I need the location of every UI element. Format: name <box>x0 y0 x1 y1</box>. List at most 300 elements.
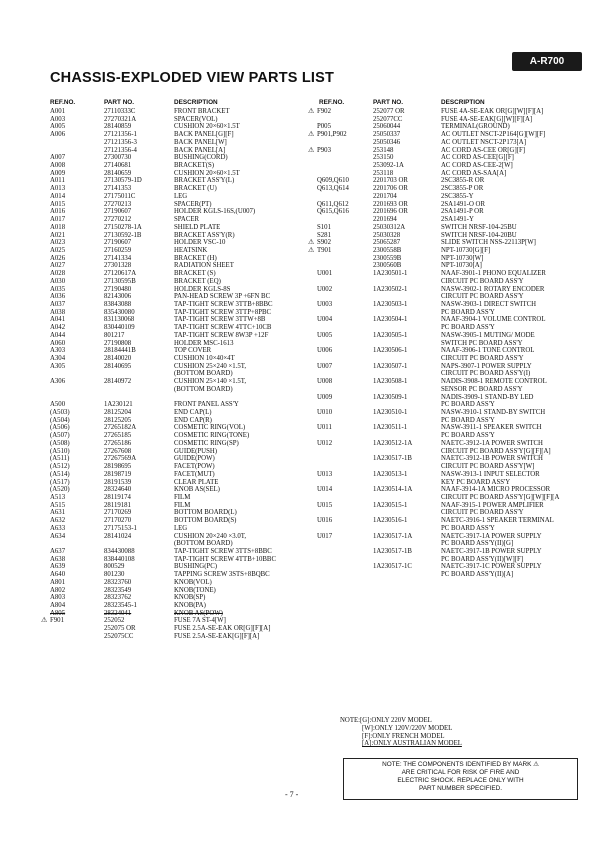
table-row <box>315 332 585 340</box>
table-row <box>315 370 585 378</box>
table-row <box>41 617 318 625</box>
description-cell: NPT-10730[A] <box>441 262 482 270</box>
description-cell: (BOTTOM BOARD) <box>174 385 233 393</box>
ref-no-cell: A305 <box>50 362 66 370</box>
ref-no-cell: F901 <box>50 617 64 625</box>
table-row <box>315 448 585 456</box>
description-cell: NASW-3903-1 DIRECT SWITCH <box>441 300 537 308</box>
table-row <box>315 401 585 409</box>
table-row <box>48 517 318 525</box>
description-cell: PC BOARD ASS'Y <box>441 324 495 332</box>
table-row <box>48 332 318 340</box>
ref-no-cell: A805 <box>50 609 66 617</box>
description-cell: TAP-TIGHT SCREW 3TTS+8BBC <box>174 547 272 555</box>
ref-no-cell: P005 <box>317 123 331 131</box>
description-cell: FRONT PANEL ASS'Y <box>174 401 239 409</box>
part-no-cell: 28140659 <box>104 169 132 177</box>
part-no-cell: 27121356-1 <box>104 131 137 139</box>
part-no-cell: 28125205 <box>104 416 132 424</box>
table-row <box>315 278 585 286</box>
description-cell: TAP-TIGHT SCREW 4TTC+10CB <box>174 324 272 332</box>
description-cell: CIRCUIT PC BOARD ASS'Y[W] <box>441 463 535 471</box>
description-cell: SPACER(PT) <box>174 200 212 208</box>
table-row <box>315 162 585 170</box>
description-cell: FUSE 2.5A-SE-EAK[G][F][A] <box>174 632 260 640</box>
ref-no-cell: U016 <box>317 517 333 525</box>
part-no-cell: 1A230505-1 <box>373 331 408 339</box>
part-no-cell: 252077CC <box>373 115 403 123</box>
note-line: [F]:ONLY FRENCH MODEL <box>362 732 445 740</box>
warning-triangle-icon: ⚠ <box>308 108 315 115</box>
ref-no-cell: (A511) <box>50 455 70 463</box>
description-cell: FUSE 4A-SE-EAK[G][W][F][A] <box>441 115 533 123</box>
part-no-cell: 27190607 <box>104 208 132 216</box>
description-cell: HOLDER KGLS-8S <box>174 285 231 293</box>
ref-no-cell: A009 <box>50 169 66 177</box>
description-cell: BOTTOM BOARD(L) <box>174 509 237 517</box>
description-cell: TERMINAL(GROUND) <box>441 123 510 131</box>
part-no-cell: 800529 <box>104 563 125 571</box>
table-row <box>315 548 585 556</box>
table-row <box>315 232 585 240</box>
table-row <box>48 216 318 224</box>
table-row <box>48 293 318 301</box>
ref-no-cell: U007 <box>317 362 333 370</box>
table-row <box>48 594 318 602</box>
part-no-cell: 28140972 <box>104 378 132 386</box>
ref-no-cell: T901 <box>317 246 332 254</box>
table-row <box>315 347 585 355</box>
table-row <box>315 123 585 131</box>
description-cell: BRACKET (EQ) <box>174 277 221 285</box>
table-row <box>48 370 318 378</box>
part-no-cell: 27130579-1D <box>104 177 142 185</box>
table-row <box>315 216 585 224</box>
table-row <box>48 424 318 432</box>
part-no-cell: 25050337 <box>373 131 401 139</box>
part-no-cell: 1A230506-1 <box>373 347 408 355</box>
table-row <box>48 116 318 124</box>
description-cell: PC BOARD ASS'Y <box>441 401 495 409</box>
description-cell: FUSE 7A ST-4[W] <box>174 617 226 625</box>
part-no-cell: 27175011C <box>104 192 136 200</box>
table-row <box>48 185 318 193</box>
description-cell: FUSE 2.5A-SE-EAK OR[G][F][A] <box>174 625 271 633</box>
part-no-cell: 27190480 <box>104 285 132 293</box>
part-no-cell: 28198695 <box>104 463 132 471</box>
table-row <box>315 494 585 502</box>
table-row <box>315 193 585 201</box>
table-row <box>315 394 585 402</box>
part-no-cell: 28323545-1 <box>104 602 137 609</box>
description-cell: NAETC-3917-1A POWER SUPPLY <box>441 532 542 540</box>
description-cell: SHIELD PLATE <box>174 223 221 231</box>
description-cell: NAETC-3916-1 SPEAKER TERMINAL <box>441 517 554 525</box>
part-no-cell: 28141024 <box>104 532 132 540</box>
warning-triangle-icon: ⚠ <box>308 246 315 254</box>
part-no-cell: 252075 OR <box>104 625 136 633</box>
description-cell: HOLDER KGLS-16S,(U007) <box>174 208 256 216</box>
table-row <box>48 139 318 147</box>
description-cell: CIRCUIT PC BOARD ASS'Y <box>441 509 524 517</box>
table-row <box>315 262 585 270</box>
table-row <box>315 293 585 301</box>
description-cell: TAPPING SCREW 3STS+8BQBC <box>174 571 270 579</box>
ref-no-cell: (A517) <box>50 478 70 486</box>
description-cell: PC BOARD ASS'Y <box>441 524 495 532</box>
ref-no-cell: A036 <box>50 293 66 301</box>
table-row <box>315 355 585 363</box>
table-row <box>315 201 585 209</box>
description-cell: BACK PANEL[W] <box>174 138 227 146</box>
description-cell: SPACER <box>174 216 200 224</box>
part-no-cell: 1A230502-1 <box>373 285 408 293</box>
ref-no-cell: U009 <box>317 393 333 401</box>
table-row <box>48 401 318 409</box>
part-no-cell: 27267608 <box>104 447 132 455</box>
description-cell: TAP-TIGHT SCREW 3TTB+8BBC <box>174 300 273 308</box>
description-cell: NASW-3902-1 ROTARY ENCODER <box>441 285 545 293</box>
table-row <box>315 502 585 510</box>
description-cell: CIRCUIT PC BOARD ASS'Y(I) <box>441 370 531 378</box>
ref-no-cell: (A506) <box>50 424 70 432</box>
table-row <box>48 386 318 394</box>
description-header: DESCRIPTION <box>174 99 218 106</box>
part-no-cell: 28324640 <box>104 486 132 494</box>
ref-no-cell: P903 <box>317 146 331 154</box>
ref-no-cell: A030 <box>50 277 66 285</box>
table-row <box>48 154 318 162</box>
part-no-cell: 27265186 <box>104 439 132 447</box>
description-cell: TAP-TIGHT SCREW 4TTB+10BBC <box>174 555 276 563</box>
description-cell: GUIDE(POW) <box>174 455 215 463</box>
ref-no-cell: U014 <box>317 486 333 494</box>
description-cell: BRACKET (H) <box>174 254 217 262</box>
description-cell: SWITCH PC BOARD ASS'Y <box>441 339 523 347</box>
safety-note-line: NOTE: THE COMPONENTS IDENTIFIED BY MARK ⚠ <box>382 761 539 768</box>
description-cell: KNOB AS(POW) <box>174 609 223 617</box>
part-no-cell: 27130592-1B <box>104 231 142 239</box>
part-no-cell: 28191539 <box>104 478 132 486</box>
part-no-cell: 1A230517-1B <box>373 547 412 555</box>
part-no-cell: 252075CC <box>104 632 134 640</box>
part-no-cell: 2201693 OR <box>373 200 408 208</box>
table-row <box>48 394 318 402</box>
description-cell: CUSHION 25×140 ×1.5T, <box>174 378 247 386</box>
table-row <box>308 246 585 255</box>
table-row <box>315 177 585 185</box>
description-cell: AC CORD AS-CEE-2[W] <box>441 162 513 170</box>
description-cell: NASW-3913-1 INPUT SELECTOR <box>441 470 540 478</box>
part-no-cell: 27190808 <box>104 339 132 347</box>
description-cell: AC OUTLET NSCT-2P173[A] <box>441 138 526 146</box>
table-row <box>48 347 318 355</box>
ref-no-cell: (A503) <box>50 409 70 417</box>
ref-no-cell: A802 <box>50 586 66 594</box>
ref-no-cell: A035 <box>50 285 66 293</box>
ref-no-cell: U003 <box>317 300 333 308</box>
part-no-cell: 1A230508-1 <box>373 378 408 386</box>
description-cell: KEY PC BOARD ASS'Y <box>441 478 511 486</box>
part-no-cell: 25065287 <box>373 239 401 247</box>
description-cell: (BOTTOM BOARD) <box>174 540 233 548</box>
description-cell: NASW-3905-1 MUTING/ MODE <box>441 331 535 339</box>
table-row <box>48 355 318 363</box>
ref-no-cell: U006 <box>317 347 333 355</box>
description-cell: 2SA1491-Y <box>441 216 474 224</box>
part-no-cell: 28125204 <box>104 409 132 417</box>
ref-no-cell: A008 <box>50 162 66 170</box>
note-line: NOTE:[G]:ONLY 220V MODEL <box>340 717 432 724</box>
part-no-cell: 27110333C <box>104 108 136 115</box>
description-cell: 2SA1491-O OR <box>441 200 485 208</box>
part-no-cell: 27300730 <box>104 154 132 162</box>
table-row <box>315 563 585 571</box>
part-no-cell: 1A230514-1A <box>373 486 413 494</box>
description-cell: AC OUTLET NSCT-2P164[G][W][F] <box>441 131 546 139</box>
table-row <box>315 440 585 448</box>
ref-no-cell: A634 <box>50 532 66 540</box>
ref-no-cell: A640 <box>50 571 66 579</box>
description-cell: CIRCUIT PC BOARD ASS'Y <box>441 293 524 301</box>
table-row <box>48 463 318 471</box>
ref-no-cell: A023 <box>50 239 66 247</box>
part-no-cell: 25030328 <box>373 231 401 239</box>
table-row <box>48 525 318 533</box>
ref-no-cell: A028 <box>50 270 66 278</box>
ref-no-cell: A011 <box>50 177 65 185</box>
description-cell: CIRCUIT PC BOARD ASS'Y <box>441 355 524 362</box>
table-row <box>315 533 585 541</box>
table-row <box>315 517 585 525</box>
part-no-cell: 253150 <box>373 154 394 162</box>
description-cell: CUSHION 20×60×1.5T <box>174 123 240 131</box>
part-no-cell: 25030312A <box>373 223 406 231</box>
part-no-cell: 1A230507-1 <box>373 362 408 370</box>
ref-no-cell: U015 <box>317 501 333 509</box>
ref-no-cell: A500 <box>50 401 66 409</box>
part-no-cell: 801230 <box>104 571 125 579</box>
description-cell: PC BOARD ASS'Y <box>441 416 495 424</box>
table-row <box>315 170 585 178</box>
ref-no-cell: (A504) <box>50 416 70 424</box>
ref-no-cell: A016 <box>50 208 66 216</box>
table-row <box>48 494 318 502</box>
table-row <box>315 556 585 564</box>
description-cell: PC BOARD ASS'Y(II)[G] <box>441 540 514 548</box>
ref-no-cell: A639 <box>50 563 66 571</box>
table-row <box>48 548 318 556</box>
table-row <box>48 123 318 131</box>
table-row <box>315 463 585 471</box>
table-row <box>315 432 585 440</box>
left-parts-table <box>41 108 318 641</box>
table-row <box>48 563 318 571</box>
table-row <box>308 239 585 247</box>
description-cell: BACK PANEL[G][F] <box>174 131 234 139</box>
ref-no-cell: A026 <box>50 254 66 262</box>
part-no-cell: 27121356-4 <box>104 146 137 154</box>
description-cell: HEATSINK <box>174 246 208 254</box>
ref-no-cell: A638 <box>50 555 66 563</box>
part-no-cell: 27170270 <box>104 517 132 525</box>
description-cell: NPT-10730[W] <box>441 254 484 262</box>
ref-no-cell: A631 <box>50 509 66 517</box>
warning-triangle-icon: ⚠ <box>41 617 48 625</box>
ref-no-cell: A013 <box>50 185 66 193</box>
description-cell: 2SC3855-Y <box>441 192 474 200</box>
table-row <box>48 455 318 463</box>
part-no-cell: 801217 <box>104 331 125 339</box>
ref-no-cell: A801 <box>50 578 66 586</box>
ref-no-cell: S101 <box>317 223 331 231</box>
part-no-cell: 27267569A <box>104 455 137 463</box>
ref-no-cell: A803 <box>50 594 66 602</box>
description-cell: SENSOR PC BOARD ASS'Y <box>441 385 523 393</box>
part-no-cell: 253092-1A <box>373 162 404 170</box>
description-cell: NADIS-3908-1 REMOTE CONTROL <box>441 378 547 386</box>
part-no-cell: 831130068 <box>104 316 135 324</box>
page-number: - 7 - <box>285 790 299 799</box>
model-notes <box>340 717 462 748</box>
table-row <box>48 509 318 517</box>
ref-no-cell: A304 <box>50 355 66 362</box>
description-cell: HOLDER MSC-1613 <box>174 339 234 347</box>
table-row <box>308 131 585 139</box>
ref-no-cell: U013 <box>317 470 333 478</box>
table-row <box>48 625 318 633</box>
table-row <box>48 579 318 587</box>
part-no-header-right: PART NO. <box>373 99 404 106</box>
part-no-cell: 28323549 <box>104 586 132 594</box>
ref-no-cell: A804 <box>50 602 66 609</box>
description-cell: FRONT BRACKET <box>174 108 230 115</box>
part-no-cell: 1A230517-1C <box>373 563 412 571</box>
description-cell: SWITCH NRSF-104-20BU <box>441 231 517 239</box>
description-cell: KNOB(TONE) <box>174 586 216 594</box>
note-line: [W]:ONLY 120V/220V MODEL <box>362 724 453 732</box>
part-no-cell: 28184441B <box>104 347 136 355</box>
ref-no-cell: A515 <box>50 501 66 509</box>
ref-no-cell: A021 <box>50 231 66 239</box>
table-row <box>48 432 318 440</box>
table-row <box>48 239 318 247</box>
description-cell: KNOB(VOL) <box>174 578 212 586</box>
part-no-cell: 27160259 <box>104 246 132 254</box>
description-cell: BRACKET (S) <box>174 270 216 278</box>
table-row <box>48 262 318 270</box>
part-no-cell: 834430088 <box>104 547 135 555</box>
ref-no-cell: (A510) <box>50 447 70 455</box>
table-row <box>48 540 318 548</box>
table-row <box>315 378 585 386</box>
description-cell: BOTTOM BOARD(S) <box>174 517 237 525</box>
part-no-cell: 28324041 <box>104 609 132 617</box>
table-row <box>315 286 585 294</box>
description-cell: END CAP(R) <box>174 416 212 424</box>
table-row <box>308 146 585 155</box>
ref-no-cell: A027 <box>50 262 66 270</box>
safety-note-line: ELECTRIC SHOCK. REPLACE ONLY WITH <box>397 777 524 784</box>
description-cell: CIRCUIT PC BOARD ASS'Y[G][F][A] <box>441 447 551 455</box>
table-row <box>48 255 318 263</box>
table-row <box>315 340 585 348</box>
part-no-header: PART NO. <box>104 99 135 106</box>
table-row <box>48 177 318 185</box>
part-no-cell: 2201704 <box>373 192 397 200</box>
description-cell: FACET(POW) <box>174 463 215 471</box>
ref-no-cell: A001 <box>50 108 66 115</box>
description-cell: END CAP(L) <box>174 409 212 417</box>
note-line: [A]:ONLY AUSTRALIAN MODEL <box>362 740 462 748</box>
table-row <box>315 301 585 309</box>
table-row <box>48 502 318 510</box>
part-no-cell: 27120617A <box>104 270 137 278</box>
description-cell: BRACKET ASS'Y(L) <box>174 177 235 185</box>
part-no-cell: 27270321A <box>104 115 137 123</box>
part-no-cell: 27150278-1A <box>104 223 142 231</box>
part-no-cell: 83843088 <box>104 300 132 308</box>
description-cell: NAETC-3912-1B POWER SWITCH <box>441 455 543 463</box>
page-title: CHASSIS-EXPLODED VIEW PARTS LIST <box>50 70 335 86</box>
ref-no-cell: (A520) <box>50 486 70 494</box>
table-row <box>48 324 318 332</box>
ref-no-cell: (A507) <box>50 432 70 440</box>
safety-note-line: PART NUMBER SPECIFIED. <box>418 785 503 792</box>
part-no-cell: 1A230517-1A <box>373 532 413 540</box>
table-row <box>48 208 318 216</box>
ref-no-cell: Q615,Q616 <box>317 208 349 216</box>
table-row <box>48 301 318 309</box>
table-row <box>48 232 318 240</box>
ref-no-cell: Q613,Q614 <box>317 185 349 193</box>
description-cell: FILM <box>174 501 191 509</box>
description-cell: CUSHION 20×240 ×3.0T, <box>174 532 247 540</box>
table-row <box>48 131 318 139</box>
ref-no-cell: (A508) <box>50 439 70 447</box>
description-cell: CUSHION 25×240 ×1.5T, <box>174 362 247 370</box>
description-cell: BUSHING(CORD) <box>174 154 228 162</box>
part-no-cell: 28119181 <box>104 501 131 509</box>
table-row <box>315 185 585 193</box>
description-cell: COSMETIC RING(VOL) <box>174 424 246 432</box>
part-no-cell: 252052 <box>104 617 125 625</box>
ref-no-cell: Q609,Q610 <box>317 177 349 185</box>
description-cell: NAETC-3917-1C POWER SUPPLY <box>441 563 542 571</box>
table-row <box>48 471 318 479</box>
ref-no-cell: A003 <box>50 115 66 123</box>
ref-no-cell: U002 <box>317 285 333 293</box>
part-no-cell: 1A230503-1 <box>373 300 408 308</box>
part-no-cell: 28198719 <box>104 470 132 478</box>
table-row <box>48 363 318 371</box>
ref-no-cell: A044 <box>50 331 66 339</box>
description-cell: AC CORD AS-CEE[G][F] <box>441 154 514 162</box>
ref-no-cell: S281 <box>317 231 331 239</box>
description-cell: SLIDE SWITCH NSS-22113P[W] <box>441 239 536 247</box>
ref-no-header-right: REF.NO. <box>319 99 345 106</box>
ref-no-cell: U004 <box>317 316 333 324</box>
description-cell: NAPS-3907-1 POWER SUPPLY <box>441 362 532 370</box>
description-cell: NASW-3910-1 STAND-BY SWITCH <box>441 409 546 417</box>
description-cell: KNOB(SP) <box>174 594 206 602</box>
description-cell: RADIATION SHEET <box>174 262 234 270</box>
table-row <box>315 154 585 162</box>
model-badge: A-R700 <box>512 52 582 71</box>
description-cell: GUIDE(PUSH) <box>174 447 218 455</box>
part-no-cell: 835430080 <box>104 308 135 316</box>
table-row <box>48 193 318 201</box>
